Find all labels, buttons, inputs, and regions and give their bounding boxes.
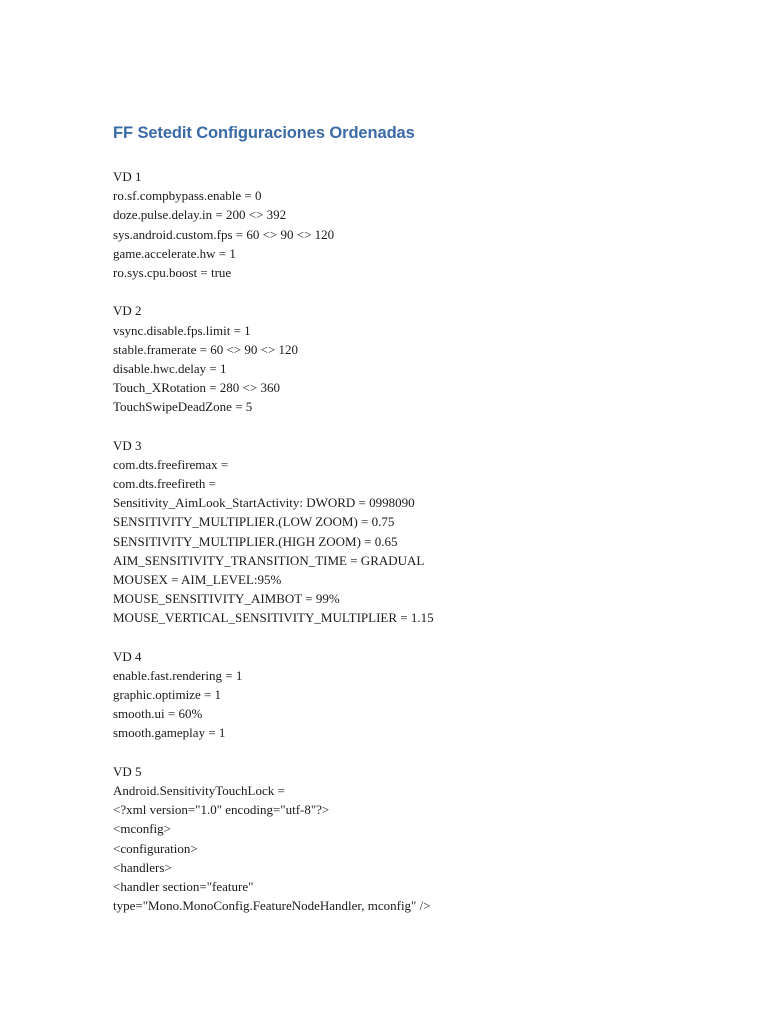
config-line: Touch_XRotation = 280 <> 360 (113, 380, 280, 396)
section-vd-1 (113, 167, 733, 282)
section-vd-3 (113, 436, 733, 628)
config-line: enable.fast.rendering = 1 (113, 667, 243, 683)
section-heading: VD 3 (113, 437, 142, 453)
config-line: <?xml version="1.0" encoding="utf-8"?> (113, 802, 330, 818)
config-line: TouchSwipeDeadZone = 5 (113, 399, 253, 415)
config-line: com.dts.freefiremax = (113, 456, 229, 472)
config-line: ro.sf.compbypass.enable = 0 (113, 188, 262, 204)
config-line: sys.android.custom.fps = 60 <> 90 <> 120 (113, 226, 335, 242)
config-line: graphic.optimize = 1 (113, 687, 222, 703)
section-heading: VD 2 (113, 303, 142, 319)
config-line: <handlers> (113, 859, 172, 875)
config-line: MOUSE_VERTICAL_SENSITIVITY_MULTIPLIER = 1.15 (113, 610, 434, 626)
config-line: smooth.ui = 60% (113, 706, 203, 722)
config-line: com.dts.freefireth = (113, 476, 216, 491)
config-line: smooth.gameplay = 1 (113, 725, 226, 741)
section-heading: VD 1 (113, 169, 142, 184)
config-line: MOUSE_SENSITIVITY_AIMBOT = 99% (113, 591, 340, 607)
section-heading: VD 4 (113, 648, 142, 664)
document-body (113, 167, 733, 935)
config-line: <handler section="feature" (113, 878, 254, 894)
config-line: MOUSEX = AIM_LEVEL:95% (113, 571, 282, 587)
config-line: stable.framerate = 60 <> 90 <> 120 (113, 341, 299, 357)
section-heading: VD 5 (113, 763, 142, 779)
config-line: game.accelerate.hw = 1 (113, 245, 236, 261)
document-title: FF Setedit Configuraciones Ordenadas (113, 124, 415, 142)
config-line: AIM_SENSITIVITY_TRANSITION_TIME = GRADUAL (113, 552, 425, 568)
config-line: SENSITIVITY_MULTIPLIER.(LOW ZOOM) = 0.75 (113, 514, 395, 530)
config-line: <mconfig> (113, 821, 171, 837)
section-vd-4 (113, 647, 733, 743)
config-line: doze.pulse.delay.in = 200 <> 392 (113, 207, 287, 223)
section-vd-2 (113, 301, 733, 416)
config-line: disable.hwc.delay = 1 (113, 360, 227, 376)
config-line: <configuration> (113, 840, 198, 856)
config-line: Android.SensitivityTouchLock = (113, 783, 285, 798)
config-line: Sensitivity_AimLook_StartActivity: DWORD = 0998090 (113, 495, 415, 511)
config-line: SENSITIVITY_MULTIPLIER.(HIGH ZOOM) = 0.65 (113, 533, 398, 549)
section-vd-5 (113, 762, 733, 916)
config-line: ro.sys.cpu.boost = true (113, 264, 232, 280)
config-line: vsync.disable.fps.limit = 1 (113, 322, 251, 338)
config-line: type="Mono.MonoConfig.FeatureNodeHandler, mconfig" /> (113, 898, 431, 914)
